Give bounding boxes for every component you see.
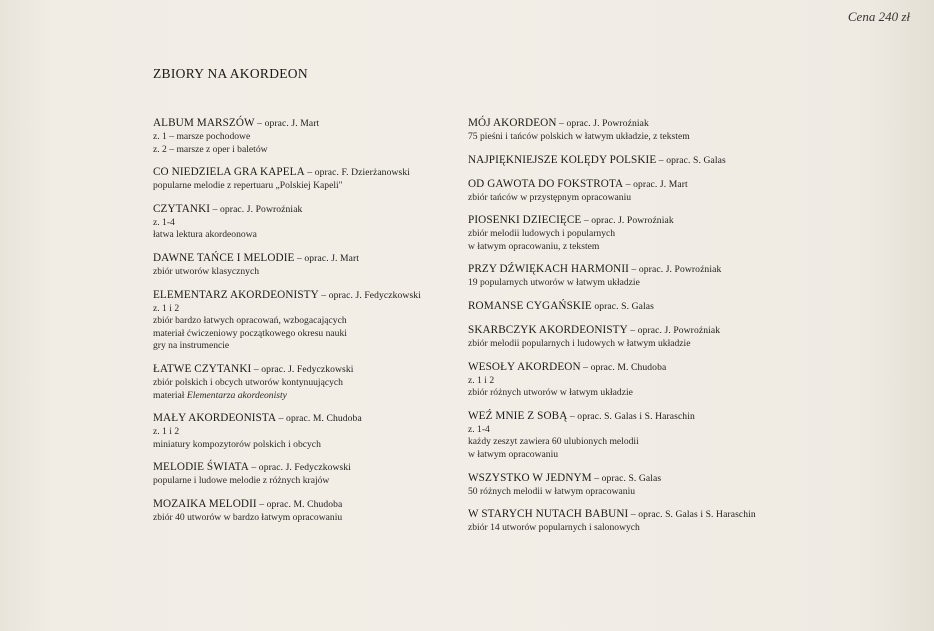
entry-title: ROMANSE CYGAŃSKIE	[468, 299, 592, 312]
entry-separator: –	[567, 410, 578, 422]
entry-description: zbiór 40 utworów w bardzo łatwym opracowaniu	[153, 511, 343, 523]
entry-arranger: oprac. J. Powroźniak	[638, 264, 722, 276]
entry-description: każdy zeszyt zawiera 60 ulubionych melodii	[468, 436, 639, 448]
entry-heading	[468, 262, 828, 277]
entry-title: MÓJ AKORDEON	[468, 117, 557, 129]
entry-title: MOZAIKA MELODII	[153, 497, 257, 510]
entry-description: łatwa lektura akordeonowa	[153, 229, 257, 241]
price-label: Cena 240 zł	[847, 9, 910, 24]
entry-arranger: oprac. M. Chudoba	[590, 361, 667, 373]
catalog-entry	[468, 360, 828, 400]
catalog-entry	[468, 153, 828, 168]
entry-title: W STARYCH NUTACH BABUNI	[468, 508, 629, 521]
entry-heading	[468, 360, 828, 375]
entry-title: SKARBCZYK AKORDEONISTY	[468, 323, 628, 336]
catalog-entry	[468, 471, 828, 499]
entry-title: MELODIE ŚWIATA	[153, 461, 249, 474]
entry-heading	[468, 299, 828, 314]
catalog-entry	[153, 460, 453, 488]
entry-description	[153, 390, 453, 403]
entry-description: materiał ćwiczeniowy początkowego okresu nauki	[153, 327, 347, 339]
entry-title: WSZYSTKO W JEDNYM	[468, 471, 592, 484]
entry-heading	[468, 116, 828, 131]
catalog-entry	[468, 262, 828, 290]
entry-description: z. 1 i 2	[153, 302, 180, 314]
entry-separator: –	[256, 498, 267, 510]
entry-separator: –	[210, 203, 220, 215]
entry-separator: –	[318, 289, 329, 301]
entry-description: zbiór polskich i obcych utworów kontynuujących	[153, 376, 343, 388]
entry-description: 19 popularnych utworów w łatwym układzie	[468, 277, 640, 289]
entry-description: zbiór melodii ludowych i popularnych	[468, 228, 616, 240]
catalog-entry	[468, 507, 828, 535]
entry-arranger: oprac. S. Galas	[601, 472, 662, 484]
entry-description: 50 różnych melodii w łatwym opracowaniu	[468, 485, 636, 497]
entry-heading	[153, 497, 453, 512]
catalog-entry	[153, 202, 453, 242]
entry-arranger: oprac. S. Galas	[666, 154, 726, 166]
entry-separator: –	[304, 167, 315, 179]
entry-title: ŁATWE CZYTANKI	[153, 362, 252, 375]
entry-arranger: oprac. M. Chudoba	[266, 498, 343, 510]
entry-title: PRZY DŹWIĘKACH HARMONII	[468, 263, 629, 276]
entry-separator: –	[556, 118, 567, 129]
page-title: ZBIORY NA AKORDEON	[153, 66, 308, 81]
catalog-entry	[468, 299, 828, 314]
entry-description: popularne melodie z repertuaru „Polskiej Kapeli"	[153, 180, 343, 192]
entry-title: PIOSENKI DZIECIĘCE	[468, 214, 582, 227]
entry-description: z. 1 i 2	[468, 374, 495, 386]
entry-description: z. 1 i 2	[153, 426, 180, 438]
entry-description-text: materiał	[153, 389, 187, 401]
entry-heading	[153, 165, 453, 180]
entry-heading	[153, 116, 453, 131]
entry-separator: –	[656, 154, 667, 166]
entry-title: OD GAWOTA DO FOKSTROTA	[468, 177, 624, 190]
entry-title: CZYTANKI	[153, 202, 211, 215]
entry-description: miniatury kompozytorów polskich i obcych	[153, 438, 321, 450]
entry-description: zbiór tańców w przystępnym opracowaniu	[468, 191, 632, 203]
entry-arranger: oprac. J. Powroźniak	[637, 324, 721, 336]
entry-arranger: oprac. S. Galas i S. Haraschin	[638, 509, 756, 521]
entry-arranger: oprac. S. Galas i S. Haraschin	[577, 410, 695, 422]
entry-description: z. 1 – marsze pochodowe	[153, 131, 251, 142]
entry-description: w łatwym opracowaniu	[468, 448, 559, 460]
entry-description: gry na instrumencie	[153, 340, 230, 352]
entry-separator: –	[591, 472, 602, 484]
entry-description: zbiór różnych utworów w łatwym układzie	[468, 387, 633, 399]
entry-description: z. 2 – marsze z oper i baletów	[153, 143, 268, 155]
entry-separator: –	[627, 324, 638, 336]
catalog-entry	[153, 497, 453, 525]
catalog-entry	[468, 213, 828, 253]
entry-arranger: oprac. J. Powroźniak	[591, 215, 674, 227]
entry-arranger: oprac. J. Fedyczkowski	[328, 289, 421, 301]
catalog-entry	[468, 116, 828, 144]
catalog-entry	[153, 165, 453, 193]
entry-arranger: oprac. S. Galas	[594, 300, 654, 312]
entry-separator: –	[628, 509, 639, 521]
entry-heading	[153, 202, 453, 217]
entry-description: z. 1-4	[153, 216, 175, 228]
entry-title: WESOŁY AKORDEON	[468, 360, 581, 373]
entry-description: 75 pieśni i tańców polskich w łatwym układzie, z tekstem	[468, 131, 690, 142]
catalog-entry	[468, 409, 828, 462]
catalog-entry	[153, 251, 453, 279]
entry-heading	[468, 153, 828, 168]
entry-arranger: oprac. J. Mart	[304, 252, 360, 264]
catalog-entry	[468, 177, 828, 205]
entry-heading	[468, 409, 828, 424]
entry-heading	[153, 460, 453, 475]
entry-separator: –	[623, 178, 634, 190]
entry-arranger: oprac. F. Dzierżanowski	[314, 167, 410, 179]
catalog-entry	[153, 116, 453, 156]
entry-arranger: oprac. J. Fedyczkowski	[258, 462, 352, 474]
entry-separator: –	[251, 363, 262, 375]
entry-separator: –	[294, 252, 305, 264]
entry-arranger: oprac. J. Mart	[633, 178, 688, 190]
entry-title: CO NIEDZIELA GRA KAPELA	[153, 166, 305, 179]
entry-heading	[153, 288, 453, 303]
entry-description: w łatwym opracowaniu, z tekstem	[468, 240, 600, 252]
catalog-entry	[153, 411, 453, 451]
entry-description: popularne i ludowe melodie z różnych krajów	[153, 475, 330, 487]
entry-description: zbiór utworów klasycznych	[153, 265, 260, 277]
entry-description: zbiór 14 utworów popularnych i salonowych	[468, 522, 640, 534]
entry-heading	[153, 411, 453, 426]
entry-description: zbiór bardzo łatwych opracowań, wzbogacających	[153, 315, 347, 327]
entry-separator: –	[254, 118, 265, 129]
entry-heading	[468, 471, 828, 486]
entry-heading	[153, 251, 453, 266]
entry-description: z. 1-4	[468, 423, 490, 435]
entry-title: MAŁY AKORDEONISTA	[153, 412, 277, 425]
catalog-entry	[153, 362, 453, 402]
entry-title: WEŹ MNIE Z SOBĄ	[468, 409, 568, 422]
left-column	[153, 116, 453, 534]
entry-arranger: oprac. J. Powroźniak	[566, 118, 649, 129]
entry-separator: –	[248, 462, 259, 474]
entry-heading	[153, 362, 453, 377]
entry-arranger: oprac. J. Fedyczkowski	[261, 363, 354, 375]
entry-heading	[468, 177, 828, 192]
entry-heading	[468, 213, 828, 228]
catalog-entry	[468, 323, 828, 351]
entry-description-italic: Elementarza akordeonisty	[186, 389, 287, 401]
catalog-entry	[153, 288, 453, 353]
entry-separator: –	[276, 413, 287, 425]
entry-arranger: oprac. M. Chudoba	[286, 413, 362, 425]
entry-heading	[468, 507, 828, 522]
entry-description: zbiór melodii popularnych i ludowych w łatwym układzie	[468, 337, 691, 349]
entry-heading	[468, 323, 828, 338]
entry-title: DAWNE TAŃCE I MELODIE	[153, 251, 295, 264]
entry-separator: –	[581, 215, 592, 227]
right-column	[468, 116, 828, 544]
entry-arranger: oprac. J. Powroźniak	[219, 203, 303, 215]
entry-arranger: oprac. J. Mart	[264, 118, 320, 129]
entry-title: ELEMENTARZ AKORDEONISTY	[153, 288, 319, 301]
entry-separator: –	[628, 264, 639, 276]
entry-title: NAJPIĘKNIEJSZE KOLĘDY POLSKIE	[468, 153, 657, 166]
entry-title: ALBUM MARSZÓW	[153, 117, 255, 129]
entry-separator: –	[580, 361, 591, 373]
